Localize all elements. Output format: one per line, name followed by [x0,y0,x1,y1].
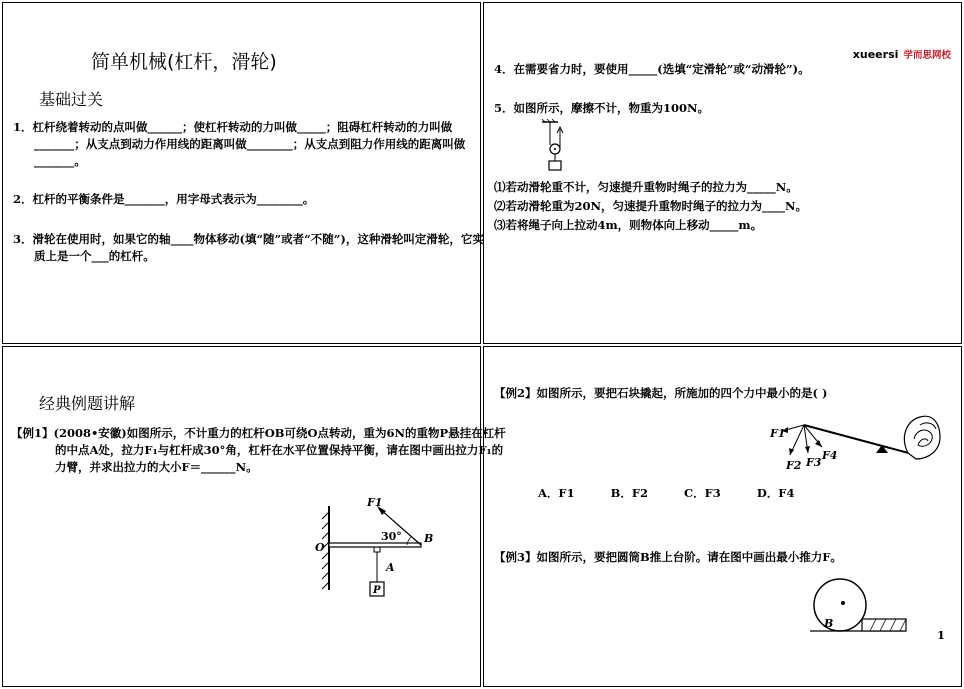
crowbar-diagram [768,409,948,479]
cylinder-step-diagram [800,575,910,637]
label-B: B [824,617,834,630]
question-3: 3．滑轮在使用时，如果它的轴____物体移动(填“随”或者“不随”)，这种滑轮叫定滑轮，它实质上是一个___的杠杆。 [13,232,484,263]
section-heading: 基础过关 [39,90,104,109]
sub-question-2: ⑵若动滑轮重为20N，匀速提升重物时绳子的拉力为____N。 [494,199,808,213]
logo-text-en: xueersi [852,48,899,61]
question-4: 4．在需要省力时，要使用_____(选填“定滑轮”或“动滑轮”)。 [494,62,810,76]
label-A: A [386,561,395,574]
section-heading: 经典例题讲解 [39,394,136,413]
page-title: 简单机械(杠杆，滑轮) [91,51,277,73]
label-F2: F2 [786,459,802,472]
label-F1: F1 [770,427,786,440]
option-c: C．F3 [683,486,721,500]
panel-examples-2-3 [483,346,962,687]
logo-text-cn: 学而思网校 [903,50,951,61]
panel-lever-example [2,346,506,687]
option-a: A．F1 [538,486,575,500]
answer-options [538,485,798,502]
sub-question-3: ⑶若将绳子向上拉动4m，则物体向上移动_____m。 [494,218,763,232]
panel-pulley [483,2,962,344]
label-P: P [373,585,381,596]
page-number: 1 [936,628,945,642]
example-2: 【例2】如图所示，要把石块撬起，所施加的四个力中最小的是( ) [494,386,828,400]
question-2: 2．杠杆的平衡条件是_______，用字母式表示为________。 [13,192,315,206]
option-d: D．F4 [756,486,795,500]
label-F1: F1 [367,496,383,509]
panel-basics [2,2,484,344]
option-b: B．F2 [610,486,648,500]
label-B: B [424,532,434,545]
question-5: 5．如图所示，摩擦不计，物重为100N。 [494,101,710,115]
lever-diagram [307,492,447,602]
example-1: 【例1】(2008•安徽)如图所示，不计重力的杠杆OB可绕O点转动，重为6N的重物P悬挂在杠杆的中点A处，拉力F₁与杠杆成30°角，杠杆在水平位置保持平衡，请在图中画出拉力F₁的力臂，并求出拉力的大小F＝______N。 [11,426,506,474]
label-F3: F3 [806,456,822,469]
question-1: 1．杠杆绕着转动的点叫做______；使杠杆转动的力叫做_____；阻碍杠杆转动的力叫做_______；从支点到动力作用线的距离叫做________；从支点到阻力作用线的距离叫做_______。 [13,120,466,168]
label-angle: 30° [381,530,402,543]
label-O: O [315,541,325,554]
label-F4: F4 [822,449,838,462]
sub-question-1: ⑴若动滑轮重不计，匀速提升重物时绳子的拉力为_____N。 [494,180,798,194]
pulley-diagram [538,119,578,179]
example-3: 【例3】如图所示，要把圆筒B推上台阶。请在图中画出最小推力F。 [494,550,842,564]
brand-logo [853,43,951,62]
